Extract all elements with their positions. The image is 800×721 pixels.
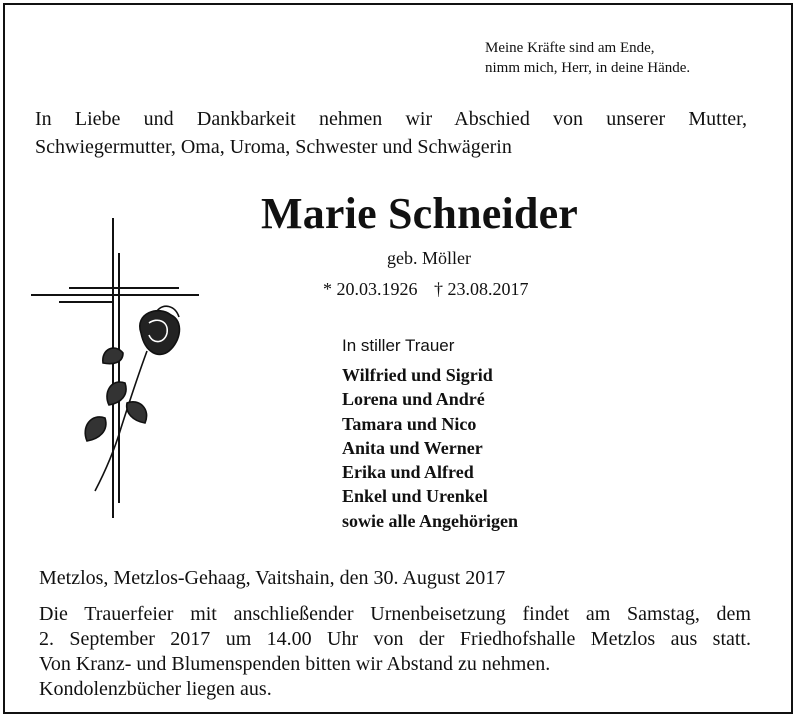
list-item: Enkel und Urenkel [342, 486, 488, 507]
details-line: Von Kranz- und Blumenspenden bitten wir Abstand zu nehmen. [39, 653, 551, 675]
funeral-details [39, 602, 751, 702]
birth-name: geb. Möller [387, 248, 471, 268]
details-line: 2. September 2017 um 14.00 Uhr von der Friedhofshalle Metzlos aus statt. [39, 628, 751, 650]
intro-line: In Liebe und Dankbarkeit nehmen wir Abschied von unserer Mutter, [35, 108, 747, 130]
place-and-date: Metzlos, Metzlos-Gehaag, Vaitshain, den 30. August 2017 [39, 567, 506, 589]
list-item: sowie alle Angehörigen [342, 510, 518, 531]
motto-line: nimm mich, Herr, in deine Hände. [485, 60, 691, 76]
list-item: Wilfried und Sigrid [342, 365, 493, 385]
life-dates [323, 279, 541, 300]
motto-verse [485, 38, 690, 78]
details-line: Kondolenzbücher liegen aus. [39, 678, 272, 700]
death-date: † 23.08.2017 [434, 279, 529, 299]
mourning-label: In stiller Trauer [342, 336, 455, 355]
intro-line: Schwiegermutter, Oma, Uroma, Schwester und Schwägerin [35, 136, 512, 158]
birth-date: * 20.03.1926 [323, 279, 418, 299]
deceased-name: Marie Schneider [261, 189, 579, 238]
list-item: Lorena und André [342, 389, 485, 410]
details-line: Die Trauerfeier mit anschließender Urnenbeisetzung findet am Samstag, dem [39, 603, 751, 625]
cross-with-rose-icon [29, 213, 209, 528]
intro-text [35, 105, 747, 161]
obituary-notice [3, 3, 793, 714]
mourners-list [342, 363, 518, 533]
list-item: Tamara und Nico [342, 413, 477, 434]
list-item: Anita und Werner [342, 437, 483, 458]
list-item: Erika und Alfred [342, 462, 474, 483]
motto-line: Meine Kräfte sind am Ende, [485, 40, 655, 56]
